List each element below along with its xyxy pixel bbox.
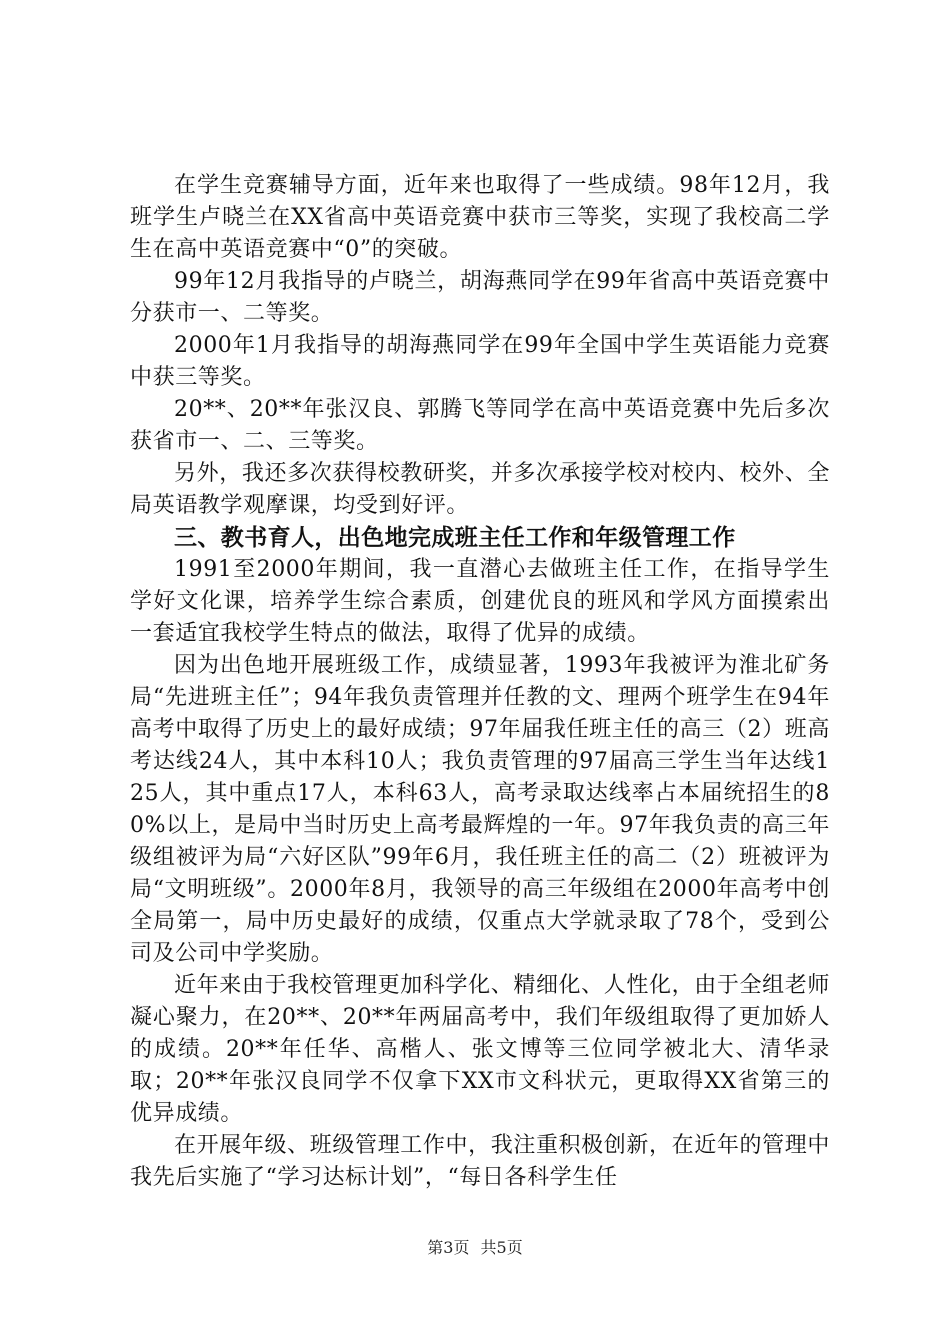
paragraph-management-innovation: 在开展年级、班级管理工作中，我注重积极创新，在近年的管理中我先后实施了“学习达标计划”，“每日各科学生任 xyxy=(130,1133,830,1190)
paragraph-2000-award: 2000年1月我指导的胡海燕同学在99年全国中学生英语能力竞赛中获三等奖。 xyxy=(130,333,830,390)
paragraph-1999-award: 99年12月我指导的卢晓兰，胡海燕同学在99年省高中英语竞赛中分获市一、二等奖。 xyxy=(130,269,830,326)
paragraph-class-achievements: 因为出色地开展班级工作，成绩显著，1993年我被评为淮北矿务局“先进班主任”；94年我负责管理并任教的文、理两个班学生在94年高考中取得了历史上的最好成绩；97年届我任班主任的高三（2）班高考达线24人，其中本科10人；我负责管理的97届高三学生当年达线125人，其中重点17人，本科63人，高考录取达线率占本届统招生的80%以上，是局中当时历史上高考最辉煌的一年。97年我负责的高三年级组被评为局“六好区队”99年6月，我任班主任的高二（2）班被评为局“文明班级”。2000年8月，我领导的高三年级组在2000年高考中创全局第一，局中历史最好的成绩，仅重点大学就录取了78个，受到公司及公司中学奖励。 xyxy=(130,653,830,966)
paragraph-competition-guidance: 在学生竞赛辅导方面，近年来也取得了一些成绩。98年12月，我班学生卢晓兰在XX省高中英语竞赛中获市三等奖，实现了我校高二学生在高中英语竞赛中“0”的突破。 xyxy=(130,173,830,262)
paragraph-teaching-research: 另外，我还多次获得校教研奖，并多次承接学校对校内、校外、全局英语教学观摩课，均受到好评。 xyxy=(130,461,830,518)
paragraph-recent-awards: 20**、20**年张汉良、郭腾飞等同学在高中英语竞赛中先后多次获省市一、二、三等奖。 xyxy=(130,397,830,454)
paragraph-recent-exam-results: 近年来由于我校管理更加科学化、精细化、人性化，由于全组老师凝心聚力，在20**、20**年两届高考中，我们年级组取得了更加娇人的成绩。20**年任华、高楷人、张文博等三位同学被北大、清华录取；20**年张汉良同学不仅拿下XX市文科状元，更取得XX省第三的优异成绩。 xyxy=(130,973,830,1126)
document-body xyxy=(130,170,830,1194)
section-heading: 三、教书育人，出色地完成班主任工作和年级管理工作 xyxy=(174,525,736,551)
page-footer xyxy=(0,1238,950,1258)
paragraph-head-teacher-work: 1991至2000年期间，我一直潜心去做班主任工作，在指导学生学好文化课，培养学生综合素质，创建优良的班风和学风方面摸索出一套适宜我校学生特点的做法，取得了优异的成绩。 xyxy=(130,557,830,646)
page-total: 共5页 xyxy=(480,1238,523,1257)
page-number: 第3页 xyxy=(427,1238,470,1257)
